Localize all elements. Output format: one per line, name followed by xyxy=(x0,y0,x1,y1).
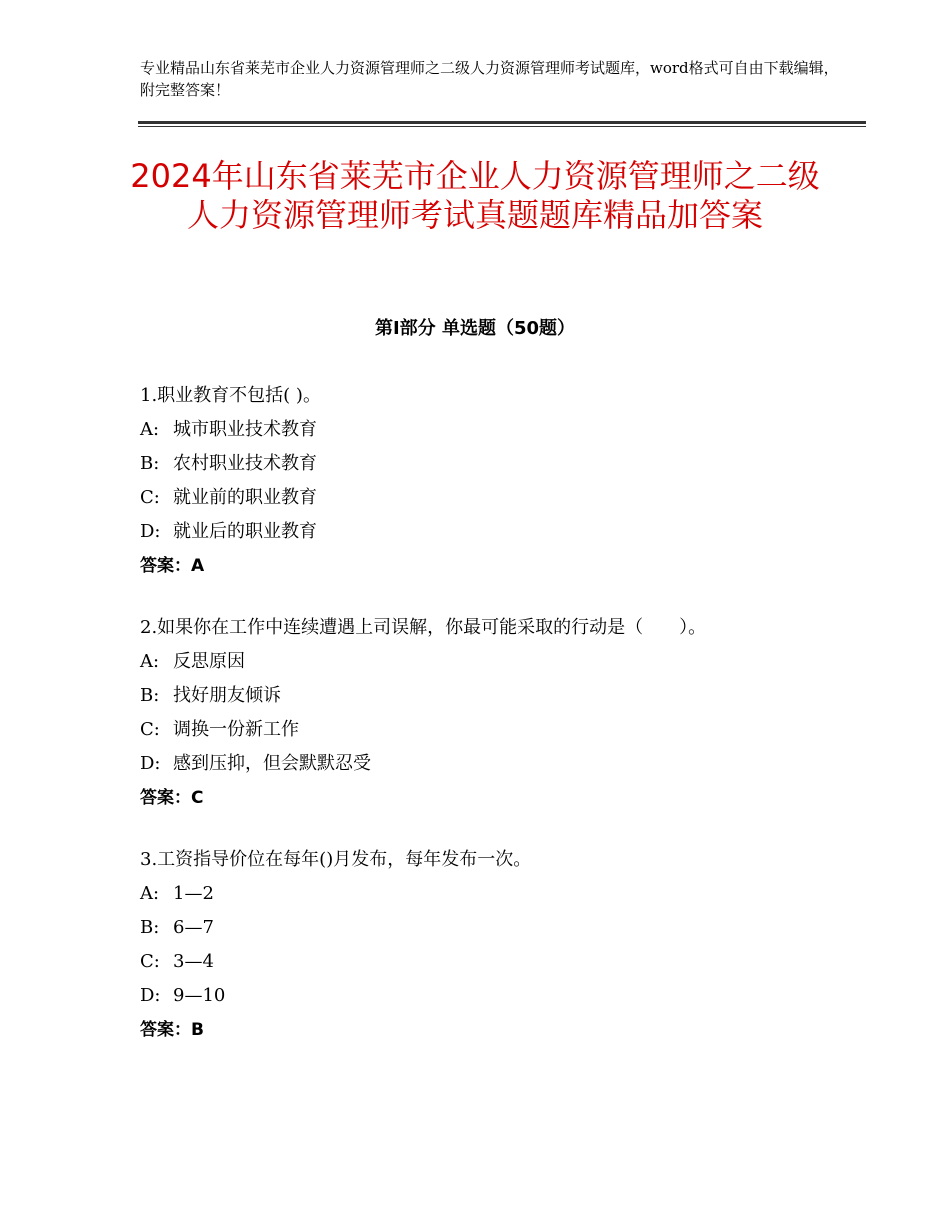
option-letter: A: xyxy=(140,651,160,672)
option-text: 感到压抑，但会默默忍受 xyxy=(173,753,371,774)
answer-label: 答案：B xyxy=(140,1020,204,1040)
option-d xyxy=(140,747,840,781)
question-list xyxy=(140,379,840,1075)
option-a xyxy=(140,877,840,911)
answer-label: 答案：A xyxy=(140,556,205,576)
option-text: 1—2 xyxy=(173,883,214,904)
option-b xyxy=(140,447,840,481)
header-rule-thin xyxy=(138,126,866,127)
option-text: 就业前的职业教育 xyxy=(173,487,317,508)
option-text: 城市职业技术教育 xyxy=(173,419,317,440)
option-letter: B: xyxy=(140,453,160,474)
option-letter: A: xyxy=(140,883,160,904)
option-text: 3—4 xyxy=(173,951,214,972)
option-text: 就业后的职业教育 xyxy=(173,521,317,542)
question-2 xyxy=(140,611,840,815)
option-letter: D: xyxy=(140,985,161,1006)
option-letter: B: xyxy=(140,685,160,706)
document-title: 2024年山东省莱芜市企业人力资源管理师之二级人力资源管理师考试真题题库精品加答案 xyxy=(130,157,820,234)
option-letter: B: xyxy=(140,917,160,938)
question-stem: 1.职业教育不包括( )。 xyxy=(140,385,321,406)
option-letter: A: xyxy=(140,419,160,440)
option-b xyxy=(140,911,840,945)
header-rule-thick xyxy=(138,121,866,124)
question-stem: 2.如果你在工作中连续遭遇上司误解，你最可能采取的行动是（ ）。 xyxy=(140,617,707,638)
option-letter: D: xyxy=(140,521,161,542)
header-note: 专业精品山东省莱芜市企业人力资源管理师之二级人力资源管理师考试题库，word格式可自由下载编辑，附完整答案！ xyxy=(140,59,839,99)
option-a xyxy=(140,645,840,679)
option-text: 6—7 xyxy=(173,917,214,938)
question-stem: 3.工资指导价位在每年()月发布，每年发布一次。 xyxy=(140,849,532,870)
option-letter: C: xyxy=(140,951,160,972)
option-d xyxy=(140,515,840,549)
option-d xyxy=(140,979,840,1013)
option-text: 调换一份新工作 xyxy=(173,719,299,740)
option-b xyxy=(140,679,840,713)
option-letter: C: xyxy=(140,487,160,508)
question-1 xyxy=(140,379,840,583)
option-letter: D: xyxy=(140,753,161,774)
option-text: 找好朋友倾诉 xyxy=(173,685,281,706)
option-c xyxy=(140,713,840,747)
question-3 xyxy=(140,843,840,1047)
option-text: 农村职业技术教育 xyxy=(173,453,317,474)
option-c xyxy=(140,481,840,515)
answer-label: 答案：C xyxy=(140,788,204,808)
section-heading: 第Ⅰ部分 单选题（50题） xyxy=(374,318,575,339)
option-letter: C: xyxy=(140,719,160,740)
option-a xyxy=(140,413,840,447)
option-text: 反思原因 xyxy=(173,651,245,672)
option-text: 9—10 xyxy=(173,985,226,1006)
option-c xyxy=(140,945,840,979)
